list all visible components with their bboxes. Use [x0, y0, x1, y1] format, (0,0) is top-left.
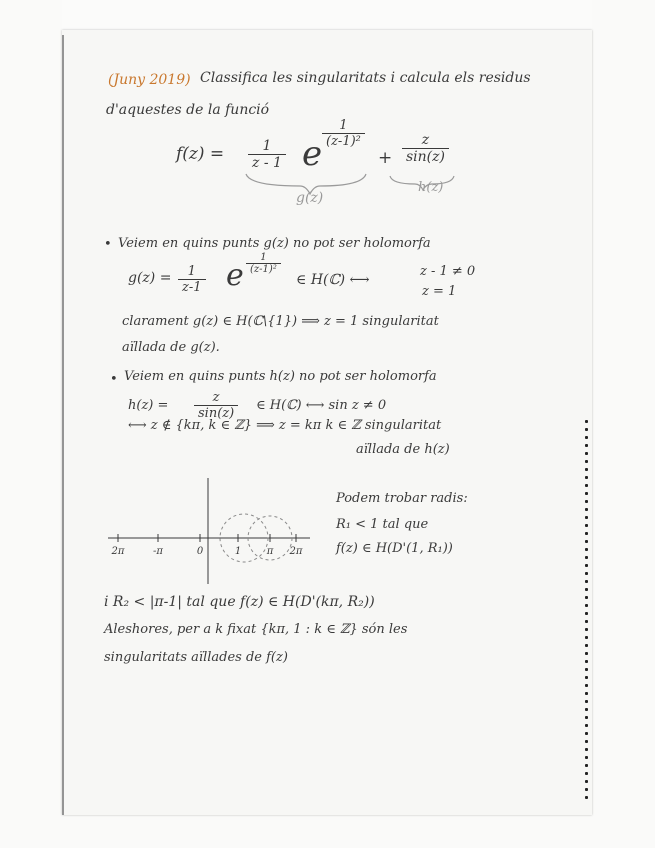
spiral-hole	[585, 780, 588, 783]
spiral-hole	[585, 516, 588, 519]
section1-frac-denominator: z-1	[182, 280, 202, 295]
section2-fraction	[194, 390, 238, 421]
spiral-hole	[585, 596, 588, 599]
axis-tick-label: 2π	[289, 546, 303, 557]
background-bottom	[0, 815, 655, 848]
footer-line3: singularitats aïllades de f(z)	[104, 650, 288, 665]
section2-frac-denominator: sin(z)	[198, 406, 235, 421]
section1-in-H: ∈ H(ℂ) ⟷	[296, 272, 370, 288]
section1-aillada: aïllada de g(z).	[122, 340, 220, 355]
tick-labels	[111, 546, 303, 557]
problem-statement-line2: d'aquestes de la funció	[106, 102, 270, 118]
spiral-hole	[585, 540, 588, 543]
spiral-hole	[585, 764, 588, 767]
section2-bullet: •	[110, 372, 118, 387]
section2-line3: aïllada de h(z)	[356, 442, 450, 457]
section1-exp-fraction	[246, 252, 281, 275]
exam-tag: (Juny 2019)	[108, 72, 191, 88]
page-left-edge	[62, 35, 64, 815]
h-frac-denominator: sin(z)	[406, 149, 445, 165]
background-right	[592, 0, 655, 848]
g-frac-numerator: 1	[248, 138, 286, 155]
spiral-hole	[585, 700, 588, 703]
formula-lhs: f(z) =	[176, 144, 225, 164]
exp-frac-numerator: 1	[322, 118, 365, 134]
background-top	[0, 0, 655, 30]
spiral-hole	[585, 444, 588, 447]
spiral-hole	[585, 548, 588, 551]
background-left	[0, 0, 62, 848]
section1-exp-denominator: (z-1)²	[250, 264, 277, 275]
spiral-hole	[585, 692, 588, 695]
spiral-hole	[585, 588, 588, 591]
spiral-hole	[585, 708, 588, 711]
section2-line2: ⟷ z ∉ {kπ, k ∈ ℤ} ⟹ z = kπ k ∈ ℤ singularitat	[128, 418, 442, 433]
spiral-hole	[585, 716, 588, 719]
axis-tick-label: π	[266, 546, 274, 557]
spiral-hole	[585, 660, 588, 663]
spiral-hole	[585, 668, 588, 671]
spiral-hole	[585, 476, 588, 479]
spiral-hole	[585, 508, 588, 511]
section1-frac-numerator: 1	[178, 264, 206, 280]
exp-frac-denominator: (z-1)²	[326, 134, 361, 149]
spiral-hole	[585, 492, 588, 495]
spiral-hole	[585, 620, 588, 623]
g-fraction	[248, 138, 286, 171]
spiral-hole	[585, 460, 588, 463]
axis-tick-label: 1	[234, 546, 242, 557]
exp-fraction	[322, 118, 365, 149]
spiral-hole	[585, 796, 588, 799]
section2-intro: Veiem en quins punts h(z) no pot ser holomorfa	[124, 369, 437, 384]
section1-cond1: z - 1 ≠ 0	[420, 264, 476, 279]
h-fraction	[402, 132, 449, 165]
spiral-hole	[585, 452, 588, 455]
spiral-hole	[585, 564, 588, 567]
spiral-hole	[585, 604, 588, 607]
spiral-hole	[585, 756, 588, 759]
h-frac-numerator: z	[402, 132, 449, 149]
section2-in-H: ∈ H(ℂ) ⟷ sin z ≠ 0	[256, 398, 387, 413]
exp-e: e	[302, 134, 323, 174]
spiral-hole	[585, 724, 588, 727]
axis-tick-label: -π	[153, 546, 163, 557]
g-label: g(z)	[296, 190, 324, 206]
spiral-hole	[585, 524, 588, 527]
spiral-hole	[585, 628, 588, 631]
spiral-hole	[585, 468, 588, 471]
spiral-hole	[585, 572, 588, 575]
section1-intro: Veiem en quins punts g(z) no pot ser holomorfa	[118, 236, 431, 251]
section1-exp-e: e	[226, 258, 244, 293]
spiral-binding	[584, 420, 590, 810]
spiral-hole	[585, 420, 588, 423]
spiral-hole	[585, 580, 588, 583]
section1-fraction	[178, 264, 206, 295]
footer-line2: Aleshores, per a k fixat {kπ, 1 : k ∈ ℤ} són les	[104, 622, 408, 637]
section1-eq-lhs: g(z) =	[128, 270, 172, 286]
spiral-hole	[585, 732, 588, 735]
footer-line1: i R₂ < |π-1| tal que f(z) ∈ H(D'(kπ, R₂))	[104, 594, 375, 610]
section1-exp-numerator: 1	[246, 252, 281, 264]
h-label: h(z)	[418, 180, 444, 195]
diagram-note3: f(z) ∈ H(D'(1, R₁))	[336, 541, 453, 556]
section1-clarament: clarament g(z) ∈ H(ℂ\{1}) ⟹ z = 1 singularitat	[122, 314, 439, 329]
section1-bullet: •	[104, 237, 112, 252]
spiral-hole	[585, 500, 588, 503]
section2-eq-lhs: h(z) =	[128, 398, 169, 413]
spiral-hole	[585, 740, 588, 743]
diagram-note1: Podem trobar radis:	[336, 491, 468, 506]
section1-cond2: z = 1	[422, 284, 457, 299]
spiral-hole	[585, 532, 588, 535]
plus-sign: +	[378, 148, 393, 168]
spiral-hole	[585, 428, 588, 431]
g-frac-denominator: z - 1	[252, 155, 282, 171]
complex-plane-diagram	[104, 476, 314, 586]
spiral-hole	[585, 788, 588, 791]
spiral-hole	[585, 748, 588, 751]
axis-tick-label: 2π	[111, 546, 125, 557]
spiral-hole	[585, 644, 588, 647]
axis-tick-label: 0	[196, 546, 204, 557]
spiral-hole	[585, 772, 588, 775]
spiral-hole	[585, 436, 588, 439]
spiral-hole	[585, 676, 588, 679]
spiral-hole	[585, 612, 588, 615]
spiral-hole	[585, 636, 588, 639]
spiral-hole	[585, 556, 588, 559]
spiral-hole	[585, 684, 588, 687]
spiral-hole	[585, 484, 588, 487]
diagram-note2: R₁ < 1 tal que	[336, 517, 429, 532]
section2-frac-numerator: z	[194, 390, 238, 406]
problem-statement-line1: Classifica les singularitats i calcula els residus	[200, 70, 531, 86]
spiral-hole	[585, 652, 588, 655]
